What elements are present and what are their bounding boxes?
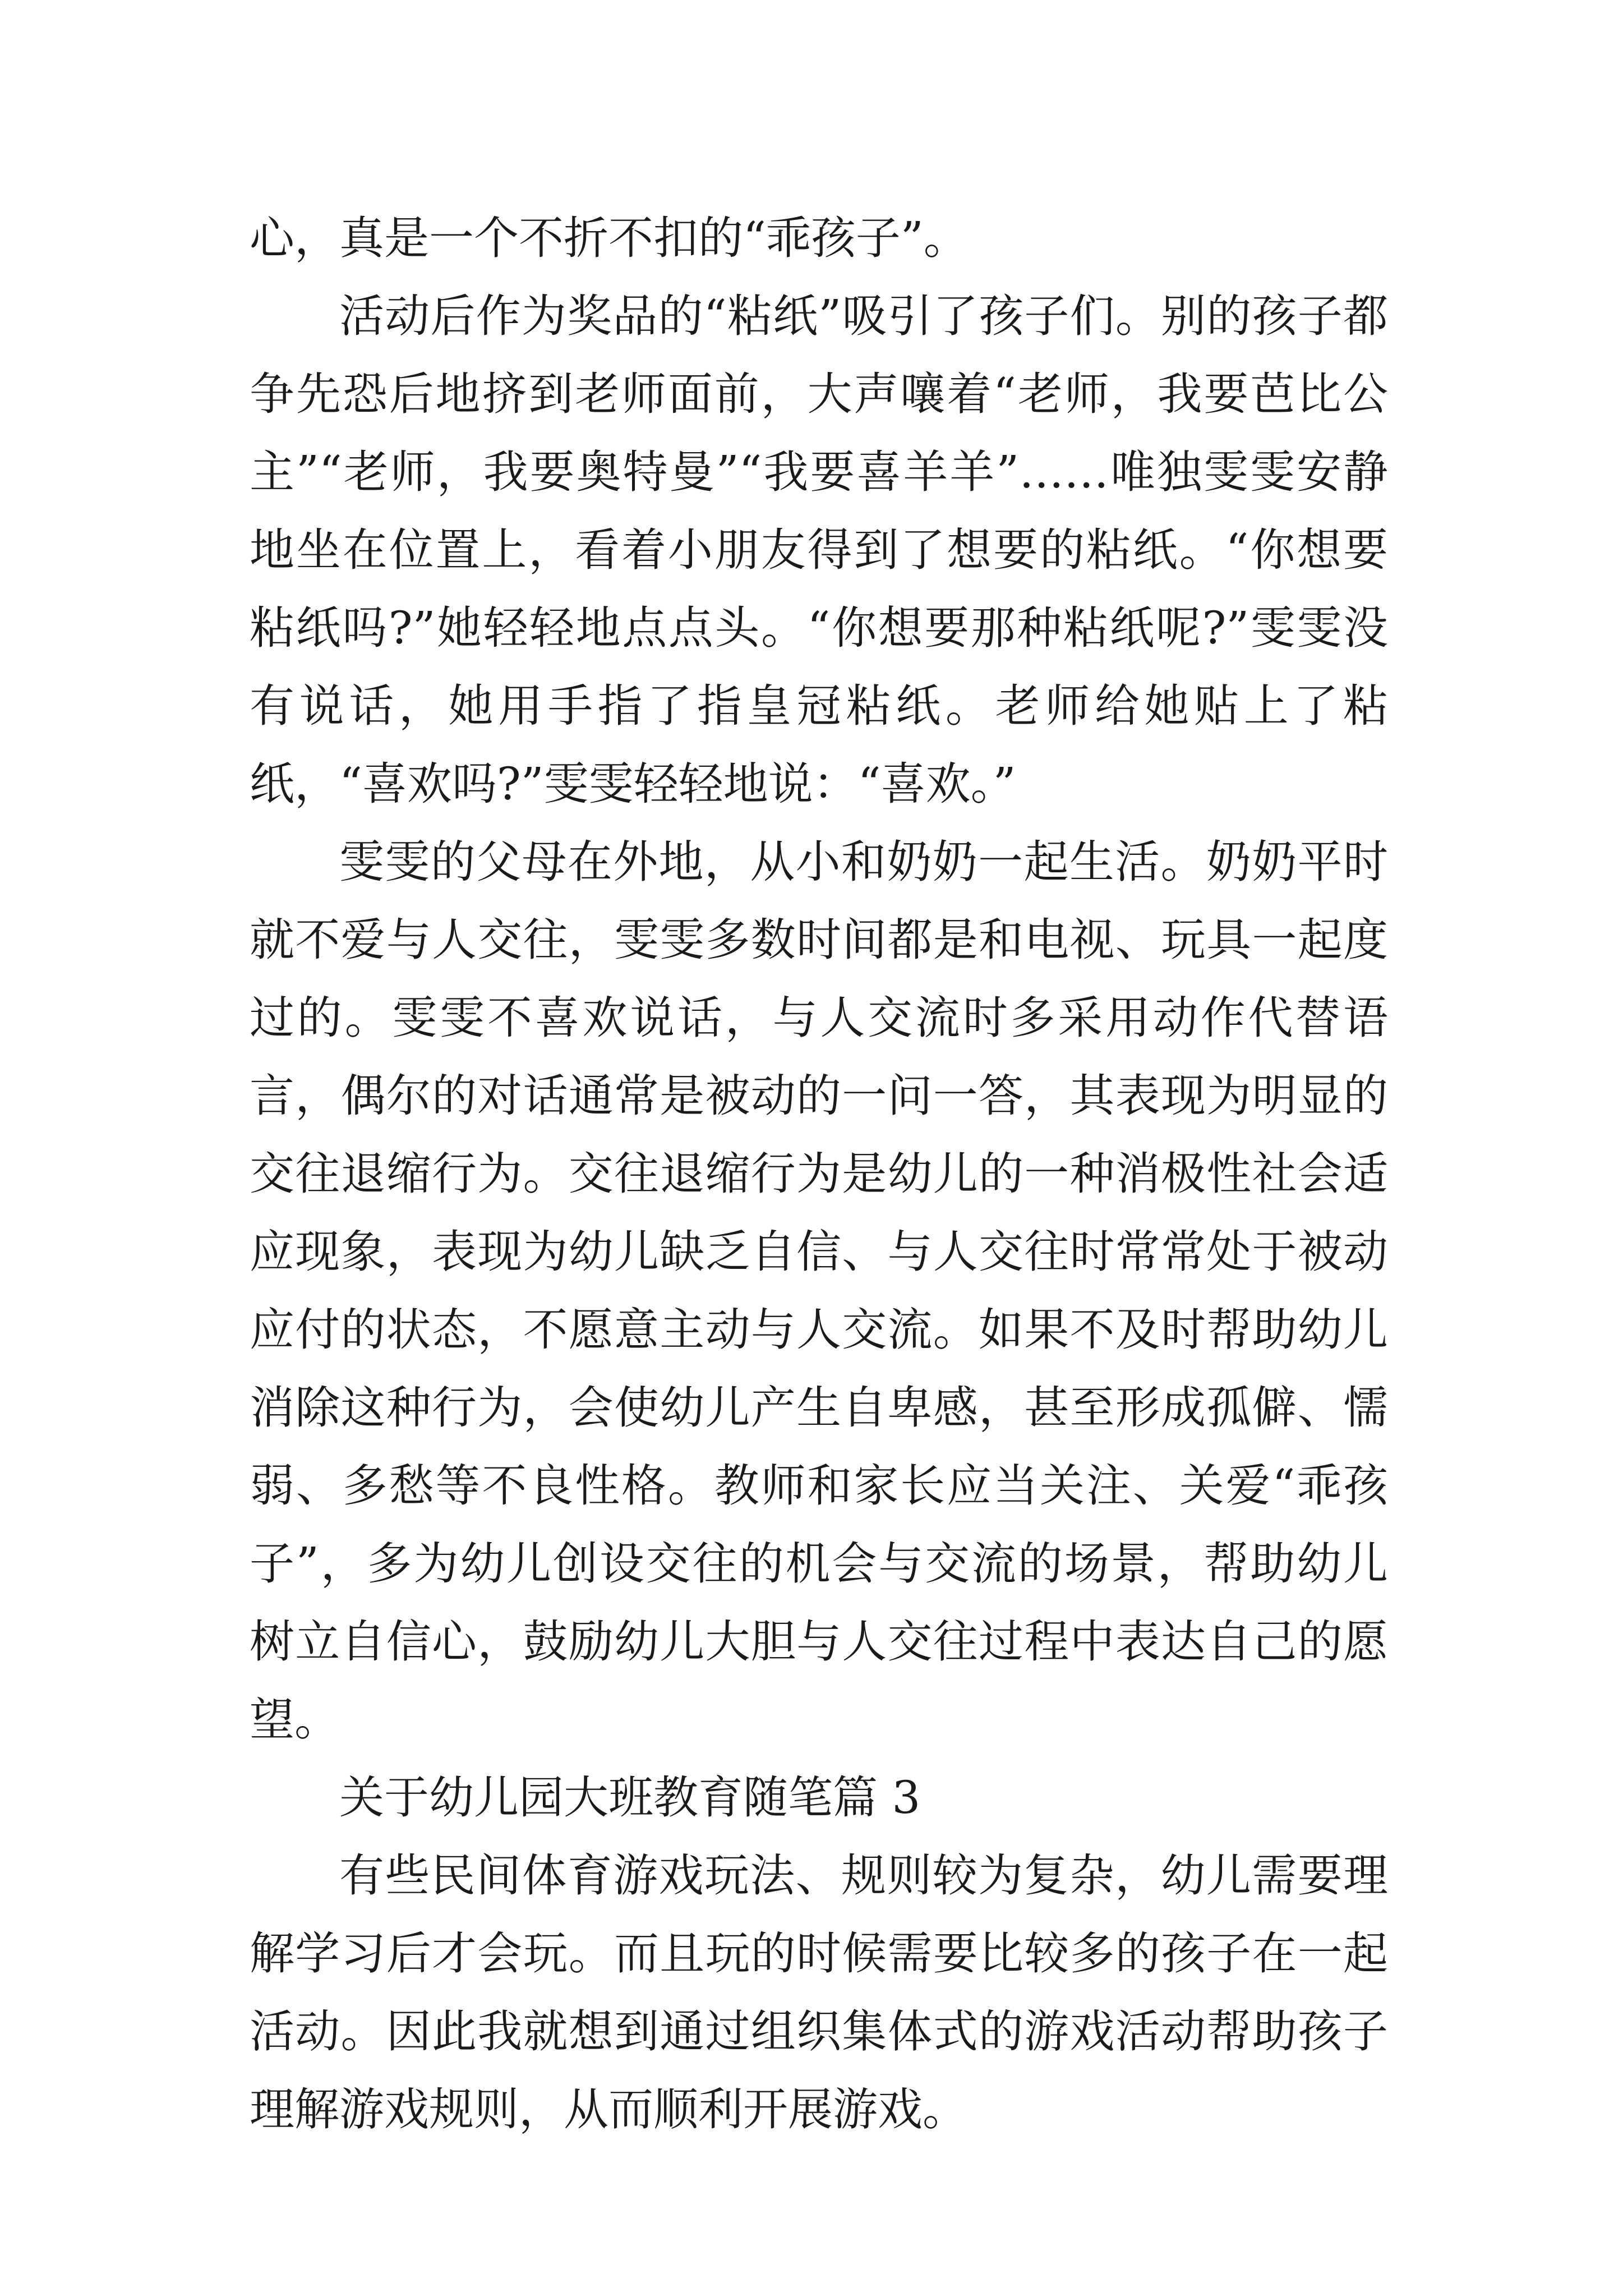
section-heading: 关于幼儿园大班教育随笔篇 3 [339,1772,921,1824]
paragraph-withdrawal-behavior: 雯雯的父母在外地，从小和奶奶一起生活。奶奶平时就不爱与人交往，雯雯多数时间都是和电视、玩具一起度过的。雯雯不喜欢说话，与人交流时多采用动作代替语言，偶尔的对话通常是被动的一问一答，其表现为明显的交往退缩行为。交往退缩行为是幼儿的一种消极性社会适应现象，表现为幼儿缺乏自信、与人交往时常常处于被动应付的状态，不愿意主动与人交流。如果不及时帮助幼儿消除这种行为，会使幼儿产生自卑感，甚至形成孤僻、懦弱、多愁等不良性格。教师和家长应当关注、关爱“乖孩子”，多为幼儿创设交往的机会与交流的场景，帮助幼儿树立自信心，鼓励幼儿大胆与人交往过程中表达自己的愿望。 [250,836,1388,1746]
paragraph-continuation: 心，真是一个不折不扣的“乖孩子”。 [250,212,969,264]
paragraph-sticker-reward: 活动后作为奖品的“粘纸”吸引了孩子们。别的孩子都争先恐后地挤到老师面前，大声嚷着“老师，我要芭比公主”“老师，我要奥特曼”“我要喜羊羊”……唯独雯雯安静地坐在位置上，看着小朋友得到了想要的粘纸。“你想要粘纸吗?”她轻轻地点点头。“你想要那种粘纸呢?”雯雯没有说话，她用手指了指皇冠粘纸。老师给她贴上了粘纸，“喜欢吗?”雯雯轻轻地说：“喜欢。” [250,290,1388,810]
document-body [250,199,1388,2148]
paragraph-folk-games: 有些民间体育游戏玩法、规则较为复杂，幼儿需要理解学习后才会玩。而且玩的时候需要比较多的孩子在一起活动。因此我就想到通过组织集体式的游戏活动帮助孩子理解游戏规则，从而顺利开展游戏。 [250,1849,1388,2136]
